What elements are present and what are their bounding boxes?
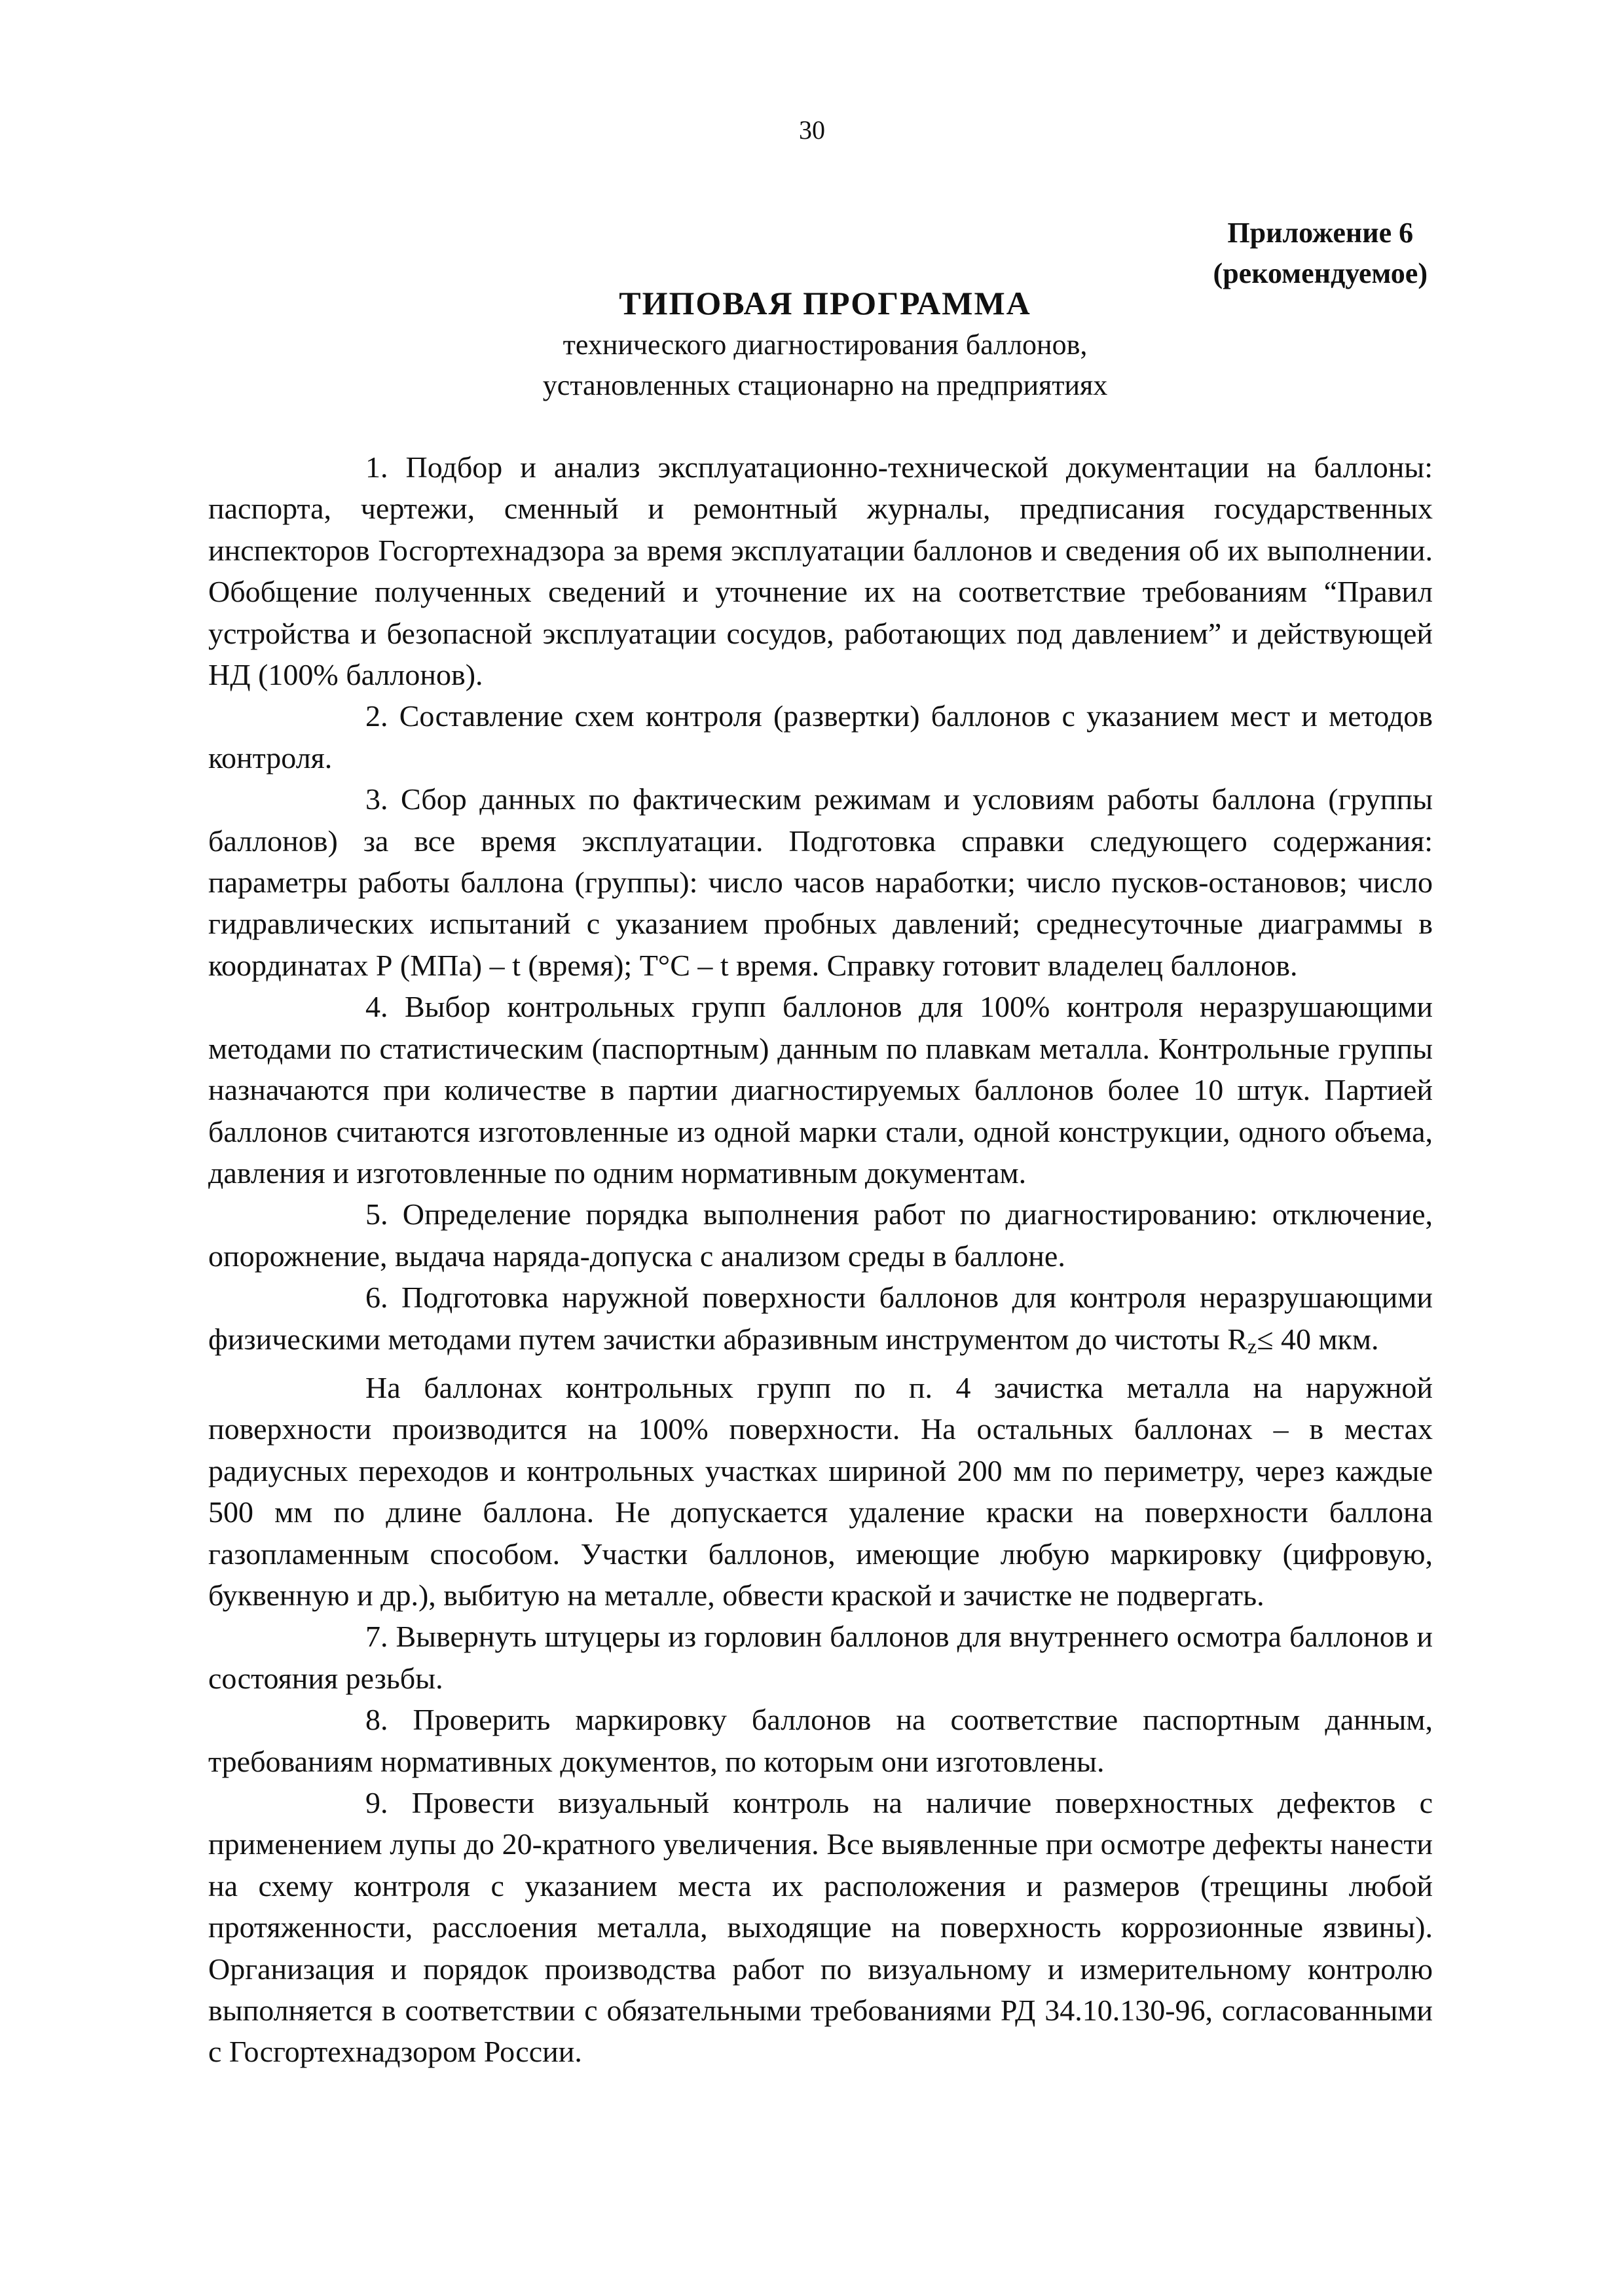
document-title xyxy=(458,282,1192,406)
paragraph-3: 3. Сбор данных по фактическим режимам и условиям работы баллона (группы баллонов) за все время эксплуатации. Подготовка справки следующего содержания: параметры работы баллона (группы): число часов наработки; число пусков-остановов; число гидравлических испытаний с указанием пробных давлений; среднесуточные диаграммы в координатах Р (МПа) – t (время); Т°С – t время. Справку готовит владелец баллонов. xyxy=(208,782,1433,982)
paragraph-9: 9. Провести визуальный контроль на наличие поверхностных дефектов с применением лупы до 20-кратного увеличения. Все выявленные при осмотре дефекты нанести на схему контроля с указанием места их расположения и размеров (трещины любой протяженности, расслоения металла, выходящие на поверхность коррозионные язвины). Организация и порядок производства работ по визуальному и измерительному контролю выполняется в соответствии с обязательными требованиями РД 34.10.130-96, согласованными с Госгортехнадзором России. xyxy=(208,1786,1433,2069)
paragraph-7: 7. Вывернуть штуцеры из горловин баллонов для внутреннего осмотра баллонов и состояния резьбы. xyxy=(208,1620,1433,1695)
program-body xyxy=(208,446,1433,2073)
page-number: 30 xyxy=(799,115,825,145)
title-subtitle-line1: технического диагностирования баллонов, xyxy=(563,329,1088,361)
paragraph-6 xyxy=(208,1277,1433,1367)
paragraph-6-continuation: На баллонах контрольных групп по п. 4 зачистка металла на наружной поверхности производится на 100% поверхности. На остальных баллонах – в местах радиусных переходов и контрольных участках шириной 200 мм по периметру, через каждые 500 мм по длине баллона. Не допускается удаление краски на поверхности баллона газопламенным способом. Участки баллонов, имеющие любую маркировку (цифровую, буквенную и др.), выбитую на металле, обвести краской и зачистке не подвергать. xyxy=(208,1370,1433,1612)
paragraph-4: 4. Выбор контрольных групп баллонов для 100% контроля неразрушающими методами по статистическим (паспортным) данным по плавкам металла. Контрольные группы назначаются при количестве в партии диагностируемых баллонов более 10 штук. Партией баллонов считаются изготовленные из одной марки стали, одной конструкции, одного объема, давления и изготовленные по одним нормативным документам. xyxy=(208,990,1433,1190)
roughness-subscript: z xyxy=(1247,1334,1257,1358)
paragraph-6-text: 6. Подготовка наружной поверхности баллонов для контроля неразрушающими физическими методами путем зачистки абразивным инструментом до чистоты R xyxy=(208,1281,1433,1356)
title-main: ТИПОВАЯ ПРОГРАММА xyxy=(619,285,1031,321)
paragraph-5: 5. Определение порядка выполнения работ по диагностированию: отключение, опорожнение, выдача наряда-допуска с анализом среды в баллоне. xyxy=(208,1197,1433,1273)
title-subtitle-line2: установленных стационарно на предприятиях xyxy=(542,369,1108,401)
paragraph-1: 1. Подбор и анализ эксплуатационно-технической документации на баллоны: паспорта, чертежи, сменный и ремонтный журналы, предписания государственных инспекторов Госгортехнадзора за время эксплуатации баллонов и сведения об их выполнении. Обобщение полученных сведений и уточнение их на соответствие требованиям “Правил устройства и безопасной эксплуатации сосудов, работающих под давлением” и действующей НД (100% баллонов). xyxy=(208,450,1433,692)
paragraph-2: 2. Составление схем контроля (развертки) баллонов с указанием мест и методов контроля. xyxy=(208,699,1433,774)
appendix-status: (рекомендуемое) xyxy=(1213,257,1428,289)
appendix-label xyxy=(1213,213,1428,294)
paragraph-6-limit: ≤ 40 мкм. xyxy=(1257,1322,1379,1356)
paragraph-8: 8. Проверить маркировку баллонов на соответствие паспортным данным, требованиям нормативных документов, по которым они изготовлены. xyxy=(208,1703,1433,1778)
appendix-number: Приложение 6 xyxy=(1227,217,1414,249)
